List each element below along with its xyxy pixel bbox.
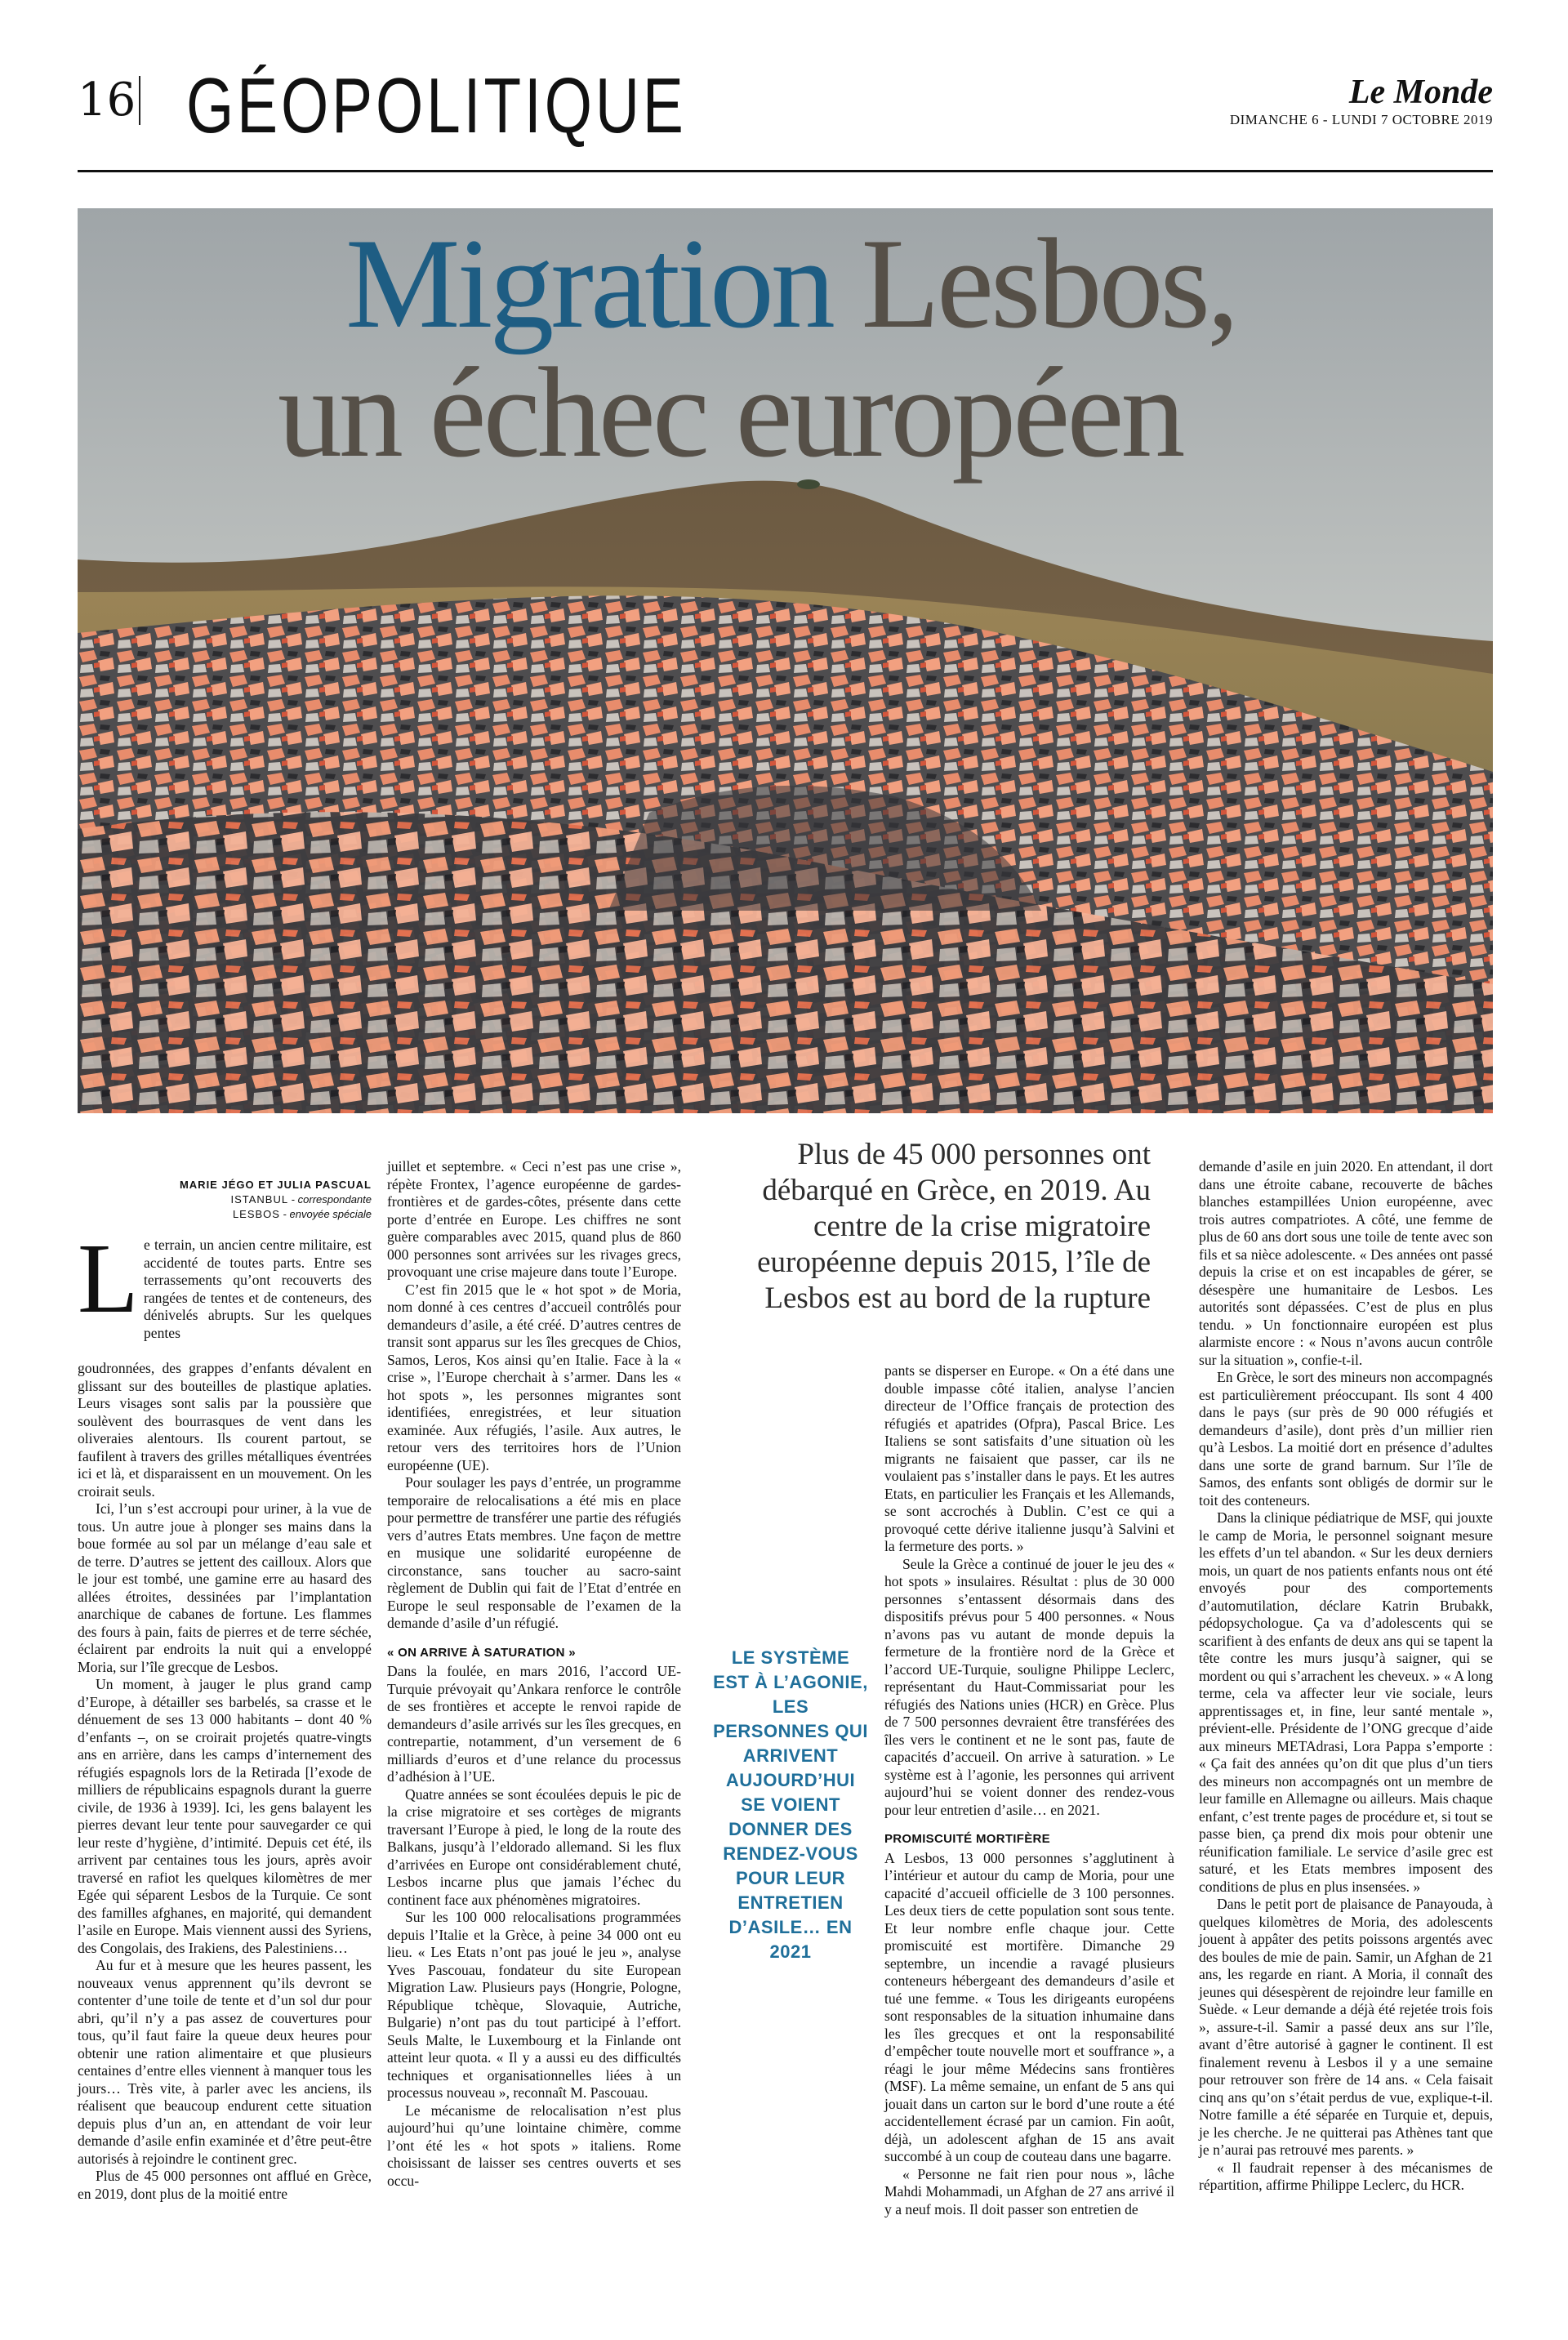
paragraph: A Lesbos, 13 000 personnes s’agglutinent à l’intérieur et autour du camp de Moria, pour une capacité d’accueil officielle de 3 100 personnes. Les deux tiers de cette population sont sous tente. Et leur nombre enfle chaque jour. Cette promiscuité est mortifère. Dimanche 29 septembre, un incendie a ravagé plusieurs conteneurs hébergeant des demandeurs d’asile et tué une femme. « Tous les dirigeants européens sont responsables de la situation inhumaine dans les îles grecques et ont la responsabilité d’empêcher toute nouvelle mort et souffrance », a réagi le jour même Médecins sans frontières (MSF). La même semaine, un enfant de 5 ans qui jouait dans un carton sur le bord d’une route a été accidentellement écrasé par un camion. Fin août, déjà, un adolescent afghan de 15 ans avait succombé à un coup de couteau dans une bagarre. <box>884 1849 1174 2164</box>
headline-keyword: Migration <box>345 212 832 355</box>
edition-date: DIMANCHE 6 - LUNDI 7 OCTOBRE 2019 <box>1229 112 1493 127</box>
byline-location-1 <box>127 1193 372 1206</box>
hero-photo <box>78 208 1493 1113</box>
paragraph: pants se disperser en Europe. « On a été dans une double impasse côté italien, analyse l’ancien directeur de l’Office français de protection des réfugiés et apatrides (Ofpra), Pascal Brice. Les Italiens se sont satisfaits d’une situation où les migrants ne faisaient que passer, car ils ne voulaient pas s’installer dans le pays. Et les autres Etats, en particulier les Français et les Allemands, se sont accrochés à Dublin. C’est ce qui a provoqué cette dérive italienne jusqu’à Salvini et la fermeture des ports. » <box>884 1362 1174 1554</box>
page-number: 16 <box>78 74 136 127</box>
subheading: « ON ARRIVE À SATURATION » <box>387 1645 576 1660</box>
header-rule <box>78 170 1493 172</box>
page-number-separator <box>139 76 140 125</box>
byline <box>127 1179 372 1220</box>
drop-cap: L <box>78 1223 139 1334</box>
byline-role: correspondante <box>297 1193 372 1206</box>
byline-separator: - <box>288 1193 298 1206</box>
article-column-1 <box>78 1360 372 2203</box>
paragraph: goudronnées, des grappes d’enfants dévalent en glissant sur des bouteilles de plastique aplaties. Leurs visages sont salis par la poussière que soulèvent des bourrasques de vent dans les oliveraies alentours. Ils courent partout, se faufilent à travers des grilles métalliques éventrées ici et là, et disparaissent en un mouvement. On les croirait seuls. <box>78 1360 372 1500</box>
paragraph: Dans le petit port de plaisance de Panayouda, à quelques kilomètres de Moria, des adolescents jouent à appâter des petits poissons argentés avec des boules de mie de pain. Samir, un Afghan de 21 ans, les regarde en riant. A Moria, il connaît des jeunes qui désespèrent de rejoindre leur famille en Suède. « Leur demande a déjà été rejetée trois fois », assure-t-il. Samir a passé deux ans sur l’île, avant d’être autorisé à gagner le continent. Il est finalement revenu à Lesbos il y a une semaine pour retrouver son frère de 14 ans. « Cela faisait cinq ans qu’on s’était perdus de vue, explique-t-il. Notre famille a été séparée en Turquie et, depuis, je les cherche. Je ne quitterai pas Athènes tant que je n’aurai pas retrouvé mes parents. » <box>1199 1896 1493 2158</box>
paragraph: En Grèce, le sort des mineurs non accompagnés est particulièrement préoccupant. Ils sont 4 400 dans le pays (sur près de 90 000 réfugiés et demandeurs d’asile), dont près d’un millier rien qu’à Lesbos. La moitié dort en présence d’adultes dans une sorte de grand barnum. Sur l’île de Samos, des enfants sont obligés de dormir sur le toit des conteneurs. <box>1199 1369 1493 1509</box>
paragraph: « Personne ne fait rien pour nous », lâche Mahdi Mohammadi, un Afghan de 27 ans arrivé il y a neuf mois. Il doit passer son entretien de <box>884 2165 1174 2217</box>
paragraph: Dans la foulée, en mars 2016, l’accord UE-Turquie prévoyait qu’Ankara renforce le contrôle de ses frontières et accepte le renvoi rapide de demandeurs d’asile arrivés sur les îles grecques, en contrepartie, notamment, d’un versement de 6 milliards d’euros et d’une relance du processus d’adhésion à l’UE. <box>387 1663 681 1785</box>
subheading: PROMISCUITÉ MORTIFÈRE <box>884 1832 1050 1846</box>
headline-line-1 <box>345 212 1236 355</box>
lead-paragraph: e terrain, un ancien centre militaire, est accidenté de toutes parts. Entre ses terrassements qu’ont recouverts des rangées de tentes et de conteneurs, des dénivelés abrupts. Sur les quelques pentes <box>144 1237 372 1341</box>
article-column-3 <box>884 1362 1174 2218</box>
paragraph: Dans la clinique pédiatrique de MSF, qui jouxte le camp de Moria, le personnel soignant mesure les effets d’un tel abandon. « Sur les deux derniers mois, un quart de nos patients enfants nous ont été envoyés pour des comportements d’automutilation, déclare Katrin Brubakk, pédopsychologue. Ça va d’adolescents qui se scarifient à des enfants de deux ans qui se tapent la tête contre les murs jusqu’à saigner, qui se mordent ou qui s’arrachent les cheveux. » « A long terme, cela va affecter leur vie sociale, leurs apprentissages et, in fine, leur santé mentale », prévient-elle. Présidente de l’ONG grecque d’aide aux mineurs METAdrasi, Lora Pappa s’emporte : « Ça fait des années qu’on dit que plus d’un tiers des mineurs non accompagnés ont un membre de leur famille en Allemagne ou ailleurs. Mais chaque enfant, c’est trente pages de procédure et, si tout se passe bien, ça prend dix mois pour obtenir une réunification familiale. Le service d’asile grec est saturé, et les Etats membres imposent des conditions de plus en plus insensées. » <box>1199 1509 1493 1895</box>
paragraph: Ici, l’un s’est accroupi pour uriner, à la vue de tous. Un autre joue à plonger ses mains dans la boue formée au sol par un mélange d’eau sale et de terre. D’autres se jettent des cailloux. Alors que le jour est tombé, une gamine erre au hasard des allées étroites, dessinées par l’implantation anarchique de cabanes de fortune. Les flammes des fours à pain, faits de pierres et de terre séchée, éclairent par endroits la nuit qui a enveloppé Moria, sur l’île grecque de Lesbos. <box>78 1500 372 1675</box>
paragraph: Seule la Grèce a continué de jouer le jeu des « hot spots » insulaires. Résultat : plus de 30 000 personnes s’entassent désormais dans des dispositifs prévus pour 5 400 personnes. « Nous n’avons pas vu autant de monde depuis la fermeture de la frontière nord de la Grèce et l’accord UE-Turquie, souligne Philippe Leclerc, représentant du Haut-Commissariat pour les réfugiés des Nations unies (HCR) en Grèce. Plus de 7 500 personnes devraient être transférées des îles vers le continent et ne le sont pas, faute de capacités d’accueil. On arrive à saturation. » Le système est à l’agonie, les personnes qui arrivent aujourd’hui se voient donner des rendez-vous pour leur entretien d’asile… en 2021. <box>884 1555 1174 1818</box>
byline-place: LESBOS <box>232 1208 280 1220</box>
byline-location-2 <box>127 1208 372 1220</box>
newspaper-logo: Le Monde <box>1348 74 1493 111</box>
paragraph: Le mécanisme de relocalisation n’est plus aujourd’hui qu’une lointaine chimère, comme l’ont été les « hot spots » italiens. Rome choisissant de laisser ses centres ouverts et ses occu- <box>387 2102 681 2189</box>
headline-line-1-rest: Lesbos, <box>861 212 1236 355</box>
byline-role: envoyée spéciale <box>289 1208 372 1220</box>
paragraph: Pour soulager les pays d’entrée, un programme temporaire de relocalisations a été mis en place pour permettre de transférer une partie des réfugiés vers d’autres Etats membres. Une façon de mettre en musique une solidarité européenne de circonstance, sans toucher au sacro-saint règlement de Dublin qui fait de l’Etat d’entrée en Europe le seul responsable de l’examen de la demande d’asile d’un réfugié. <box>387 1474 682 1631</box>
paragraph: « Il faudrait repenser à des mécanismes de répartition, affirme Philippe Leclerc, du HCR. <box>1199 2159 1493 2193</box>
paragraph: Au fur et à mesure que les heures passent, les nouveaux venus apprennent qu’ils devront se contenter d’une toile de tente et d’un sol dur pour abri, qu’il n’y a pas assez de couvertures pour tous, qu’il faut faire la queue deux heures pour obtenir une ration alimentaire et que plusieurs centaines d’entre elles viennent à manquer tous les jours… Très vite, à parler avec les anciens, ils réalisent que beaucoup endurent cette situation depuis plus d’un an, en attendant de voir leur demande d’asile enfin examinée et d’être peut-être autorisés à rejoindre le continent grec. <box>78 1957 372 2167</box>
paragraph: Un moment, à jauger le plus grand camp d’Europe, à détailler ses barbelés, sa crasse et le dénuement de ses 13 000 habitants – dont 40 % d’enfants –, on se croirait projetés quatre-vingts ans en arrière, dans les camps d’internement des réfugiés espagnols lors de la Retirada [l’exode de milliers de républicains espagnols durant la guerre civile, de 1936 à 1939]. Ici, les gens balayent les pierres devant leur tente pour sauvegarder ce qui leur reste d’hygiène, d’intimité. Depuis cet été, ils arrivent par centaines tous les jours, après avoir traversé en rafiot les quelques kilomètres de mer Egée qui séparent Lesbos de la Turquie. Ce sont des familles afghanes, en majorité, qui demandent l’asile en Europe. Mais viennent aussi des Syriens, des Congolais, des Irakiens, des Palestiniens… <box>78 1676 372 1956</box>
paragraph: demande d’asile en juin 2020. En attendant, il dort dans une étroite cabane, recouverte de bâches blanches estampillées Union européenne, avec trois autres compatriotes. A côté, une femme de plus de 60 ans dort sous une toile de tente avec son fils et sa nièce adolescente. « Des années ont passé depuis la crise et on est incapables de gérer, se désespère une humanitaire de Lesbos. Les autorités sont dépassées. C’est de plus en plus tendu. » Un fonctionnaire européen est plus alarmiste encore : « Nous n’avons aucun contrôle sur la situation », confie-t-il. <box>1199 1158 1493 1368</box>
section-title: GÉOPOLITIQUE <box>186 62 687 149</box>
article-column-4 <box>1199 1158 1493 2195</box>
article-column-2 <box>387 1158 681 2190</box>
pull-quote: LE SYSTÈME EST À L’AGONIE, LES PERSONNES QUI ARRIVENT AUJOURD’HUI SE VOIENT DONNER DES RENDEZ-VOUS POUR LEUR ENTRETIEN D’ASILE… EN 2021 <box>713 1647 868 1962</box>
paragraph: Quatre années se sont écoulées depuis le pic de la crise migratoire et ses cortèges de migrants traversant l’Europe à pied, le long de la route des Balkans, jusqu’à l’eldorado allemand. Si les flux d’arrivées en Europe ont considérablement chuté, Lesbos incarne plus que jamais l’échec du continent face aux phénomènes migratoires. <box>387 1785 681 1908</box>
standfirst: Plus de 45 000 personnes ont débarqué en Grèce, en 2019. Au centre de la crise migratoire européenne depuis 2015, l’île de Lesbos est au bord de la rupture <box>757 1138 1151 1315</box>
paragraph: juillet et septembre. « Ceci n’est pas une crise », répète Frontex, l’agence européenne de gardes-frontières et de gardes-côtes, présente dans cette porte d’entrée en Europe. Les chiffres ne sont guère comparables avec 2015, quand plus de 860 000 personnes sont arrivées sur les rivages grecs, provoquant une crise majeure dans toute l’Europe. <box>387 1158 681 1280</box>
paragraph: Plus de 45 000 personnes ont afflué en Grèce, en 2019, dont plus de la moitié entre <box>78 2168 372 2202</box>
headline <box>78 208 1493 502</box>
byline-place: ISTANBUL <box>230 1193 289 1206</box>
byline-separator: - <box>279 1208 290 1220</box>
byline-authors: MARIE JÉGO ET JULIA PASCUAL <box>179 1179 372 1191</box>
paragraph: C’est fin 2015 que le « hot spot » de Moria, nom donné à ces centres d’accueil contrôlés pour demandeurs d’asile, a été créé. D’autres centres de transit sont apparus sur les îles grecques de Chios, Samos, Leros, Kos ainsi qu’en Italie. Face à la « crise », l’Europe cherchait à s’armer. Dans les « hot spots », les personnes migrantes sont identifiées, enregistrées, et leur situation examinée. Aux réfugiés, l’asile. Aux autres, le retour vers des territoires hors de l’Union européenne (UE). <box>387 1281 681 1473</box>
paragraph: Sur les 100 000 relocalisations programmées depuis l’Italie et la Grèce, à peine 34 000 ont eu lieu. « Les Etats n’ont pas joué le jeu », analyse Yves Pascouau, fondateur du site European Migration Law. Plusieurs pays (Hongrie, Pologne, République tchèque, Slovaquie, Autriche, Bulgarie) n’ont pas du tout participé à l’effort. Seuls Malte, le Luxembourg et la Finlande ont atteint leur quota. « Il y a aussi eu des difficultés techniques et organisationnelles liées à un processus nouveau », reconnaît M. Pascouau. <box>387 1909 681 2101</box>
headline-line-2: un échec européen <box>278 341 1183 484</box>
